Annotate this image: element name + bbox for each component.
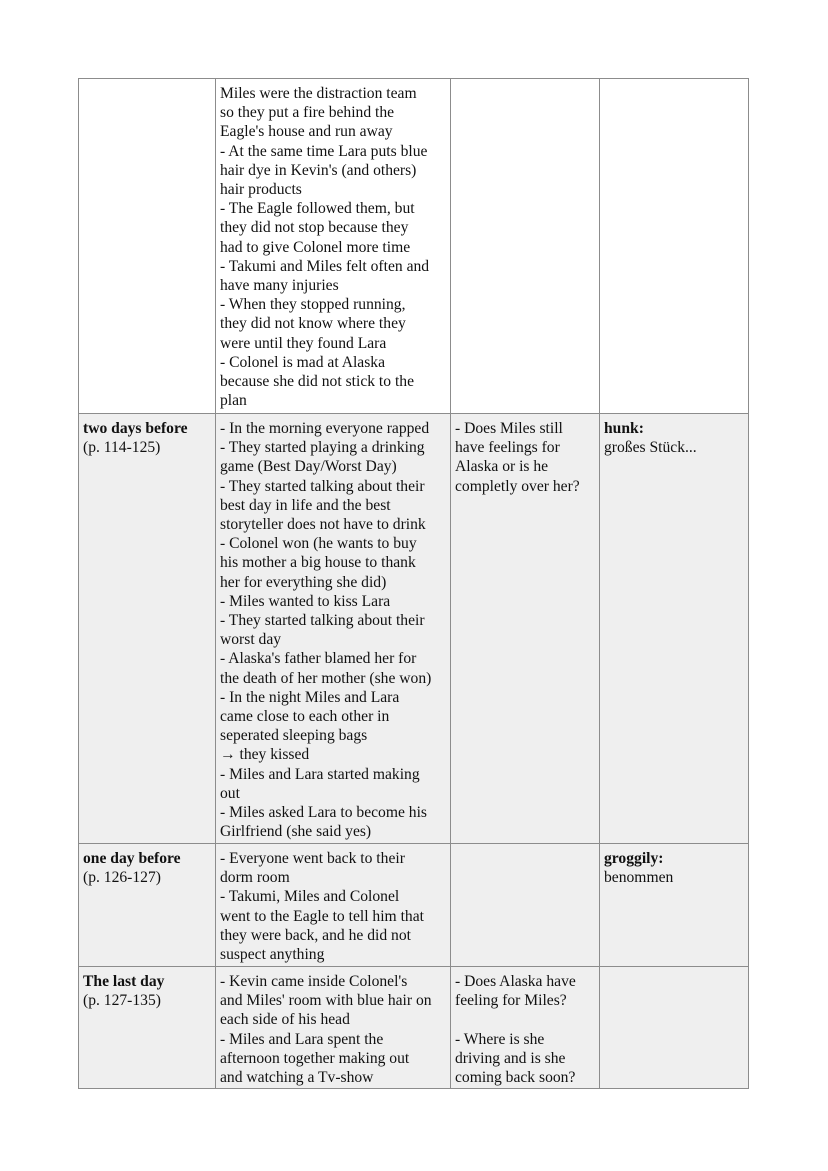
summary-line: Miles were the distraction team	[220, 85, 417, 102]
section-cell	[79, 414, 216, 844]
section-cell	[79, 79, 216, 414]
question-line: - Where is she	[455, 1030, 545, 1048]
summary-line: they did not stop because they	[220, 219, 409, 237]
summary-line: were until they found Lara	[220, 334, 387, 352]
summary-line: → they kissed	[220, 746, 310, 764]
summary-line: seperated sleeping bags	[220, 727, 368, 745]
questions-cell	[451, 414, 600, 844]
summary-line: came close to each other in	[220, 708, 390, 726]
section-cell	[79, 844, 216, 967]
summary-line: they did not know where they	[220, 315, 406, 333]
question-line: have feelings for	[455, 439, 560, 457]
summary-line: - Miles and Lara spent the	[220, 1030, 384, 1048]
reading-log-table	[78, 78, 749, 1089]
summary-line: - In the morning everyone rapped	[220, 420, 430, 437]
questions-cell	[451, 79, 600, 414]
vocab-translation: großes Stück...	[604, 439, 697, 457]
summary-line: - When they stopped running,	[220, 296, 406, 314]
question-line: completly over her?	[455, 477, 580, 495]
summary-line: - Colonel won (he wants to buy	[220, 535, 417, 553]
summary-line: had to give Colonel more time	[220, 238, 411, 256]
table-row	[79, 414, 749, 844]
question-line: feeling for Miles?	[455, 992, 567, 1010]
summary-cell	[216, 414, 451, 844]
summary-cell	[216, 844, 451, 967]
vocab-word: hunk:	[604, 420, 644, 437]
summary-line: his mother a big house to thank	[220, 554, 416, 572]
vocab-translation: benommen	[604, 869, 674, 887]
summary-line: - They started talking about their	[220, 612, 425, 630]
page-range: (p. 114-125)	[83, 439, 161, 457]
section-title: two days before	[83, 420, 188, 437]
questions-cell	[451, 967, 600, 1089]
section-title: one day before	[83, 850, 181, 867]
vocabulary-cell	[600, 967, 749, 1089]
summary-cell	[216, 967, 451, 1089]
summary-line: so they put a fire behind the	[220, 104, 395, 122]
summary-line: hair dye in Kevin's (and others)	[220, 161, 417, 179]
vocabulary-cell	[600, 414, 749, 844]
summary-line: they were back, and he did not	[220, 926, 411, 944]
vocab-word: groggily:	[604, 850, 664, 867]
question-line: coming back soon?	[455, 1069, 576, 1086]
summary-line: - Miles and Lara started making	[220, 765, 420, 783]
summary-line: and Miles' room with blue hair on	[220, 992, 432, 1010]
question-line: driving and is she	[455, 1049, 566, 1067]
summary-line: storyteller does not have to drink	[220, 516, 426, 534]
summary-line: best day in life and the best	[220, 496, 391, 514]
question-line: - Does Alaska have	[455, 973, 576, 990]
summary-line: - Colonel is mad at Alaska	[220, 353, 386, 371]
summary-line: - The Eagle followed them, but	[220, 200, 415, 218]
question-line: Alaska or is he	[455, 458, 549, 476]
summary-line: her for everything she did)	[220, 573, 387, 591]
page-range: (p. 127-135)	[83, 992, 161, 1010]
table-row	[79, 79, 749, 414]
summary-line: - Miles wanted to kiss Lara	[220, 592, 391, 610]
summary-line: Girlfriend (she said yes)	[220, 823, 372, 841]
summary-line: - Alaska's father blamed her for	[220, 650, 417, 668]
summary-line: plan	[220, 392, 247, 410]
summary-line: hair products	[220, 181, 302, 199]
section-cell	[79, 967, 216, 1089]
summary-line: - In the night Miles and Lara	[220, 688, 400, 706]
question-line: - Does Miles still	[455, 420, 563, 437]
summary-line: the death of her mother (she won)	[220, 669, 432, 687]
summary-line: out	[220, 784, 240, 802]
summary-line: and watching a Tv-show	[220, 1069, 374, 1087]
summary-line: dorm room	[220, 869, 290, 887]
summary-line: - Miles asked Lara to become his	[220, 804, 427, 822]
summary-line: suspect anything	[220, 946, 325, 964]
table-row	[79, 844, 749, 967]
summary-line: - Takumi and Miles felt often and	[220, 257, 430, 275]
summary-line: Eagle's house and run away	[220, 123, 393, 141]
summary-line: because she did not stick to the	[220, 373, 415, 391]
summary-line: - Takumi, Miles and Colonel	[220, 888, 400, 906]
table-row	[79, 967, 749, 1089]
summary-line: - Kevin came inside Colonel's	[220, 973, 408, 990]
summary-line: have many injuries	[220, 277, 339, 295]
questions-cell	[451, 844, 600, 967]
summary-line: game (Best Day/Worst Day)	[220, 458, 397, 476]
summary-line: went to the Eagle to tell him that	[220, 907, 424, 925]
page-range: (p. 126-127)	[83, 869, 161, 887]
summary-line: afternoon together making out	[220, 1049, 410, 1067]
vocabulary-cell	[600, 79, 749, 414]
summary-line: - Everyone went back to their	[220, 850, 405, 867]
summary-cell	[216, 79, 451, 414]
summary-line: - They started playing a drinking	[220, 439, 425, 457]
question-line	[455, 1010, 596, 1029]
section-title: The last day	[83, 973, 165, 990]
summary-line: - They started talking about their	[220, 477, 425, 495]
vocabulary-cell	[600, 844, 749, 967]
summary-line: - At the same time Lara puts blue	[220, 142, 428, 160]
summary-line: worst day	[220, 631, 282, 649]
summary-line: each side of his head	[220, 1011, 350, 1029]
